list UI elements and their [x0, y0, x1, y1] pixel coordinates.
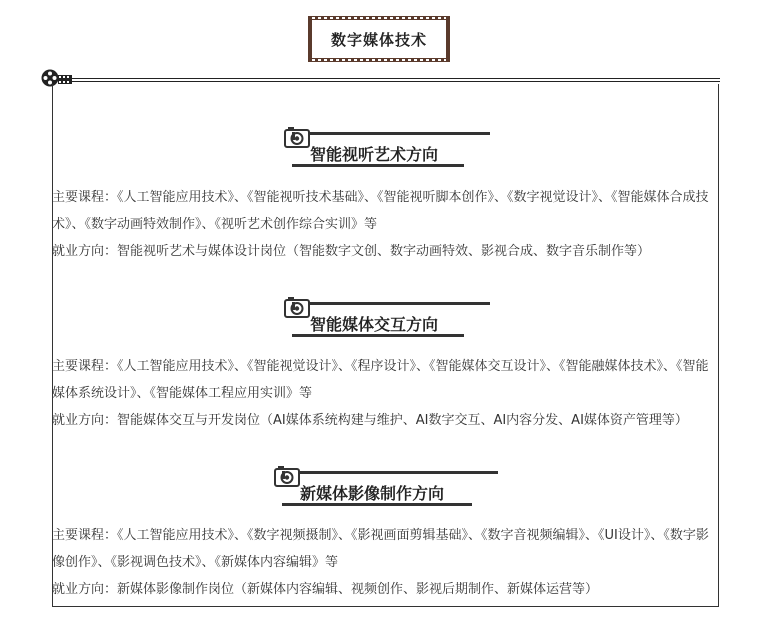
page-title: 数字媒体技术 [312, 20, 446, 58]
section-3-courses: 主要课程：《人工智能应用技术》、《数字视频摄制》、《影视画面剪辑基础》、《数字音视频编辑》、《UI设计》、《数字影像创作》、《影视调色技术》、《新媒体内容编辑》等 [52, 528, 709, 570]
section-title: 智能媒体交互方向 [310, 315, 439, 334]
section-heading-1 [284, 126, 490, 170]
section-2-courses: 主要课程：《人工智能应用技术》、《智能视觉设计》、《程序设计》、《智能媒体交互设计》、《智能融媒体技术》、《智能媒体系统设计》、《智能媒体工程应用实训》等 [52, 359, 709, 401]
section-2-career: 就业方向：智能媒体交互与开发岗位（AI媒体系统构建与维护、AI数字交互、AI内容分发、AI媒体资产管理等） [52, 413, 688, 428]
section-title: 智能视听艺术方向 [310, 145, 439, 164]
section-title: 新媒体影像制作方向 [300, 484, 445, 503]
section-3-career: 就业方向：新媒体影像制作岗位（新媒体内容编辑、视频创作、影视后期制作、新媒体运营等） [52, 582, 599, 597]
section-1-courses: 主要课程：《人工智能应用技术》、《智能视听技术基础》、《智能视听脚本创作》、《数字视觉设计》、《智能媒体合成技术》、《数字动画特效制作》、《视听艺术创作综合实训》等 [52, 190, 709, 232]
camera-icon [284, 296, 310, 318]
section-1-career: 就业方向：智能视听艺术与媒体设计岗位（智能数字文创、数字动画特效、影视合成、数字音乐制作等） [52, 244, 651, 259]
section-heading-3 [274, 465, 498, 509]
top-divider [72, 78, 720, 82]
section-heading-2 [284, 296, 490, 340]
camera-icon [274, 465, 300, 487]
title-badge [308, 16, 450, 62]
camera-icon [284, 126, 310, 148]
